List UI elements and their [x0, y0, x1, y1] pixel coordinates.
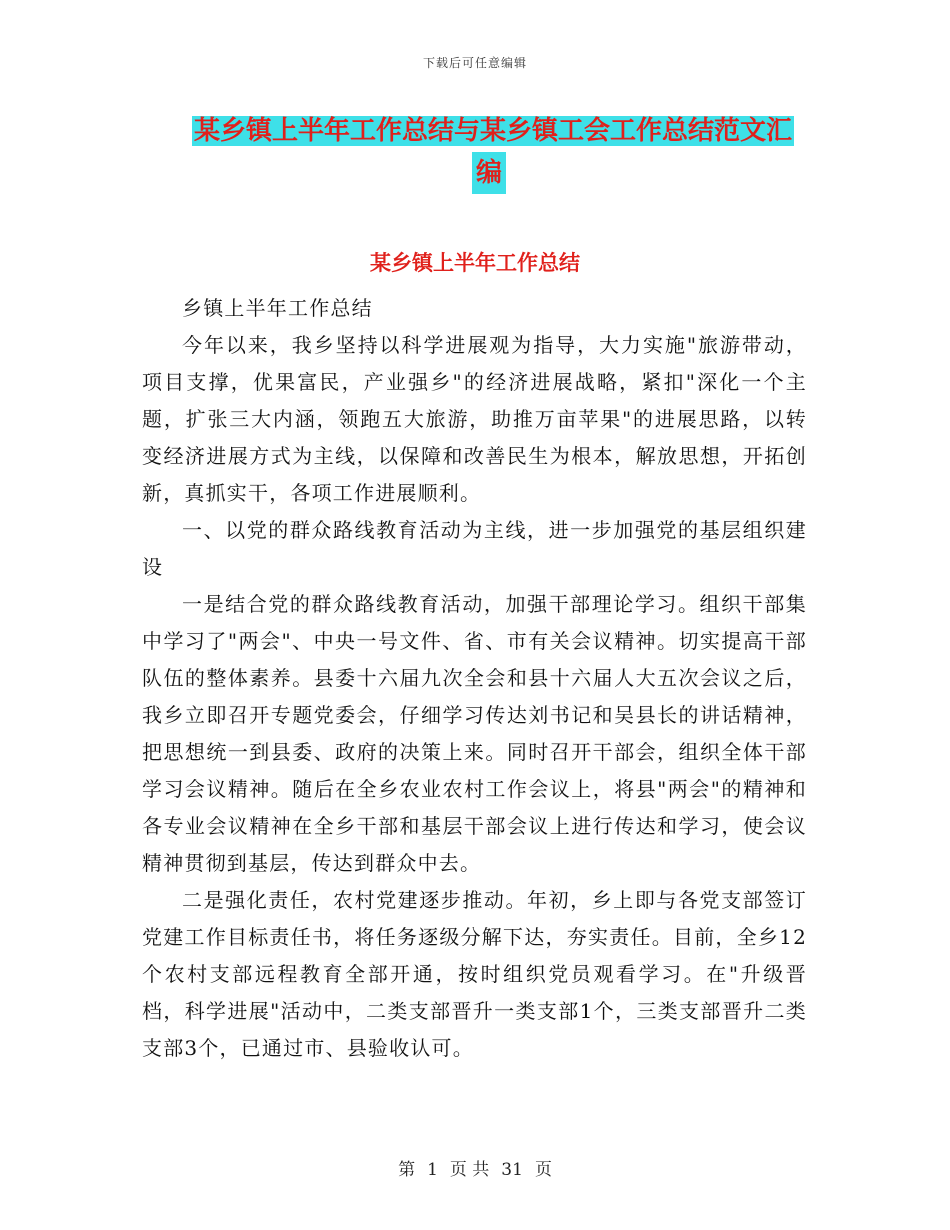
page-total: 31 [501, 1160, 523, 1180]
section-title: 某乡镇上半年工作总结 [370, 250, 580, 275]
header-note: 下载后可任意编辑 [422, 56, 527, 70]
paragraph: 一是结合党的群众路线教育活动，加强干部理论学习。组织干部集中学习了"两会"、中央一号文件、省、市有关会议精神。切实提高干部队伍的整体素养。县委十六届九次全会和县十六届人大五次会议之后，我乡立即召开专题党委会，仔细学习传达刘书记和吴县长的讲话精神，把思想统一到县委、政府的决策上来。同时召开干部会，组织全体干部学习会议精神。随后在全乡农业农村工作会议上，将县"两会"的精神和各专业会议精神在全乡干部和基层干部会议上进行传达和学习，使会议精神贯彻到基层，传达到群众中去。 [142, 592, 807, 875]
document-title-line1: 某乡镇上半年工作总结与某乡镇工会工作总结范文汇 [194, 116, 793, 146]
paragraph: 二是强化责任，农村党建逐步推动。年初，乡上即与各党支部签订党建工作目标责任书，将任务逐级分解下达，夯实责任。目前，全乡12个农村支部远程教育全部开通，按时组织党员观看学习。在"升级晋档，科学进展"活动中，二类支部晋升一类支部1个，三类支部晋升二类支部3个，已通过市、县验收认可。 [142, 888, 807, 1060]
document-title [192, 110, 806, 194]
document-title-line2: 编 [472, 152, 506, 194]
paragraph: 今年以来，我乡坚持以科学进展观为指导，大力实施"旅游带动，项目支撑，优果富民，产业强乡"的经济进展战略，紧扣"深化一个主题，扩张三大内涵，领跑五大旅游，助推万亩苹果"的进展思路，以转变经济进展方式为主线，以保障和改善民生为根本，解放思想，开拓创新，真抓实干，各项工作进展顺利。 [142, 333, 807, 505]
page-current: 1 [427, 1160, 438, 1180]
page-prefix: 第 [398, 1160, 416, 1180]
page-suffix: 页 [534, 1160, 552, 1180]
document-body [142, 290, 807, 1067]
page-mid: 页 共 [449, 1160, 490, 1180]
paragraph: 一、以党的群众路线教育活动为主线，进一步加强党的基层组织建设 [142, 518, 807, 579]
page-footer [0, 1155, 950, 1180]
paragraph: 乡镇上半年工作总结 [182, 296, 373, 320]
